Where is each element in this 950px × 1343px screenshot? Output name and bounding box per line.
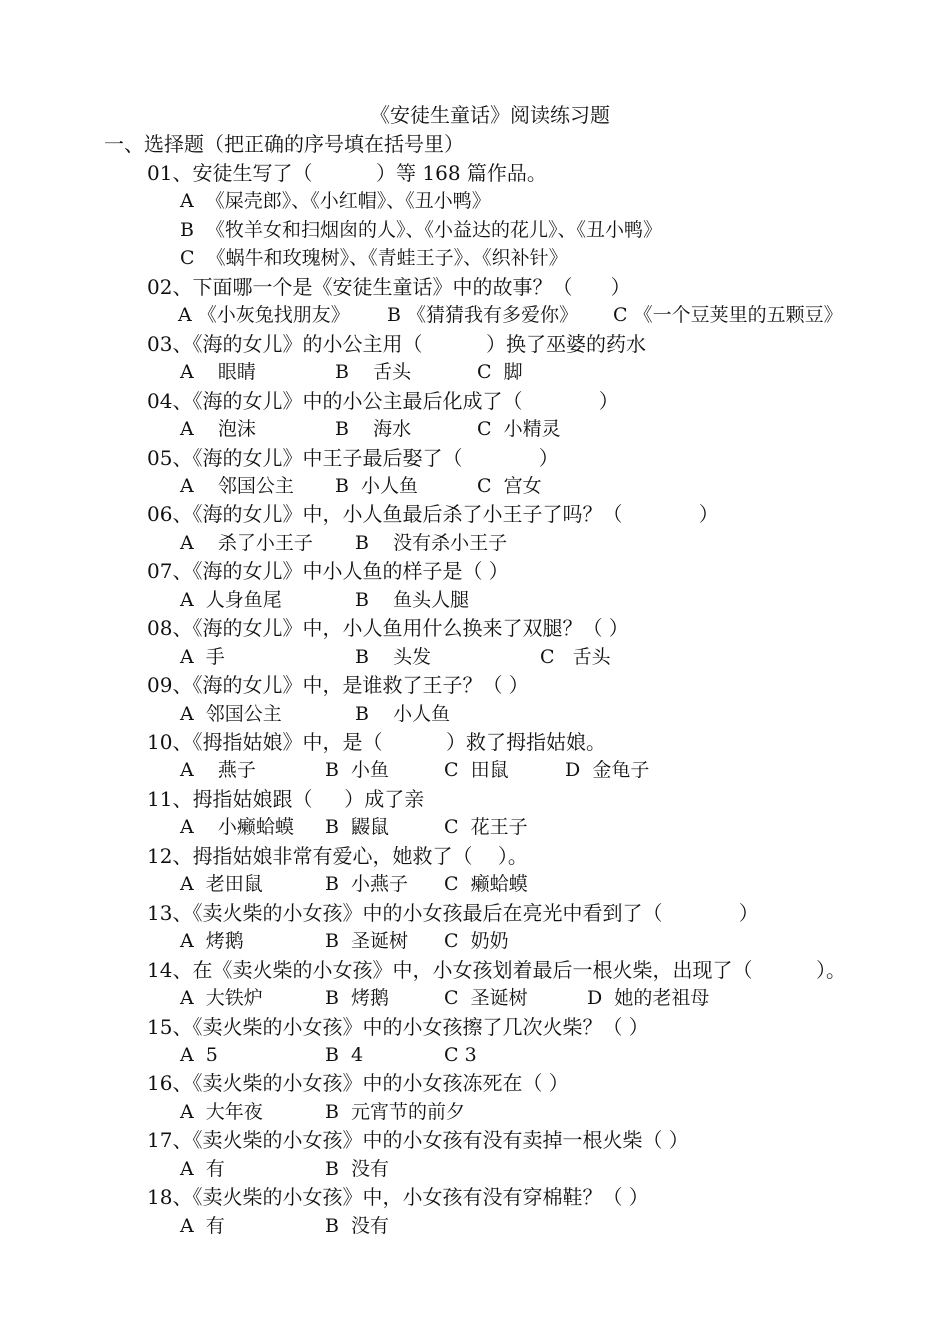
question-04: 04、《海的女儿》中的小公主最后化成了（ ） [147, 388, 619, 413]
option-02-a: A 《小灰兔找朋友》 [178, 304, 350, 327]
option-06-b: B 没有杀小王子 [355, 531, 508, 554]
option-18-b: B 没有 [325, 1214, 390, 1237]
question-17: 17、《卖火柴的小女孩》中的小女孩有没有卖掉一根火柴（ ） [147, 1128, 689, 1153]
question-15: 15、《卖火柴的小女孩》中的小女孩擦了几次火柴？（ ） [147, 1014, 649, 1039]
option-16-b: B 元宵节的前夕 [325, 1100, 466, 1123]
option-08-b: B 头发 [355, 645, 432, 668]
option-12-c: C 癞蛤蟆 [444, 873, 528, 896]
option-04-c: C 小精灵 [477, 418, 561, 441]
option-10-b: B 小鱼 [325, 759, 390, 782]
option-02-b: B 《猜猜我有多爱你》 [387, 304, 579, 327]
option-07-a: A 人身鱼尾 [180, 588, 282, 611]
question-11: 11、拇指姑娘跟（ ）成了亲 [147, 786, 425, 811]
option-17-b: B 没有 [325, 1157, 390, 1180]
question-16: 16、《卖火柴的小女孩》中的小女孩冻死在（ ） [147, 1071, 569, 1096]
option-18-a: A 有 [180, 1214, 225, 1237]
option-03-a: A 眼睛 [180, 361, 256, 384]
option-08-a: A 手 [180, 645, 225, 668]
page-title: 《安徒生童话》阅读练习题 [370, 103, 610, 127]
option-03-b: B 舌头 [335, 361, 412, 384]
option-05-a: A 邻国公主 [180, 474, 294, 497]
option-14-a: A 大铁炉 [180, 987, 263, 1010]
option-14-b: B 烤鹅 [325, 987, 390, 1010]
option-14-c: C 圣诞树 [444, 987, 528, 1010]
option-04-a: A 泡沫 [180, 418, 256, 441]
option-10-c: C 田鼠 [444, 759, 509, 782]
option-01-a: A 《屎壳郎》、《小红帽》、《丑小鸭》 [180, 190, 491, 213]
question-05: 05、《海的女儿》中王子最后娶了（ ） [147, 445, 559, 470]
option-01-b: B 《牧羊女和扫烟囱的人》、《小益达的花儿》、《丑小鸭》 [180, 218, 663, 241]
option-12-a: A 老田鼠 [180, 873, 263, 896]
option-09-a: A 邻国公主 [180, 702, 282, 725]
option-03-c: C 脚 [477, 361, 523, 384]
option-07-b: B 鱼头人腿 [355, 588, 470, 611]
question-12: 12、拇指姑娘非常有爱心，她救了（ ）。 [147, 843, 528, 868]
option-16-a: A 大年夜 [180, 1100, 263, 1123]
question-07: 07、《海的女儿》中小人鱼的样子是（ ） [147, 559, 509, 584]
option-10-a: A 燕子 [180, 759, 256, 782]
option-15-a: A 5 [180, 1043, 218, 1066]
question-06: 06、《海的女儿》中，小人鱼最后杀了小王子了吗？（ ） [147, 502, 719, 527]
question-09: 09、《海的女儿》中，是谁救了王子？（ ） [147, 673, 529, 698]
option-01-c: C 《蜗牛和玫瑰树》、《青蛙王子》、《织补针》 [180, 247, 568, 270]
option-17-a: A 有 [180, 1157, 225, 1180]
question-14: 14、在《卖火柴的小女孩》中，小女孩划着最后一根火柴，出现了（ ）。 [147, 957, 847, 982]
option-04-b: B 海水 [335, 418, 412, 441]
question-13: 13、《卖火柴的小女孩》中的小女孩最后在亮光中看到了（ ） [147, 900, 759, 925]
option-10-d: D 金龟子 [565, 759, 650, 782]
option-05-b: B 小人鱼 [335, 474, 419, 497]
option-09-b: B 小人鱼 [355, 702, 451, 725]
option-13-b: B 圣诞树 [325, 930, 409, 953]
section-heading: 一、选择题（把正确的序号填在括号里） [104, 132, 464, 156]
option-11-b: B 鼹鼠 [325, 816, 390, 839]
option-15-c: C 3 [444, 1043, 477, 1066]
question-08: 08、《海的女儿》中，小人鱼用什么换来了双腿？（ ） [147, 616, 629, 641]
option-06-a: A 杀了小王子 [180, 531, 313, 554]
question-01: 01、安徒生写了（ ）等 168 篇作品。 [147, 161, 547, 185]
question-18: 18、《卖火柴的小女孩》中，小女孩有没有穿棉鞋？（ ） [147, 1185, 649, 1210]
option-05-c: C 宫女 [477, 474, 542, 497]
option-13-c: C 奶奶 [444, 930, 509, 953]
question-10: 10、《拇指姑娘》中，是（ ）救了拇指姑娘。 [147, 730, 607, 754]
option-02-c: C 《一个豆荚里的五颗豆》 [613, 304, 843, 327]
option-11-c: C 花王子 [444, 816, 528, 839]
option-15-b: B 4 [325, 1043, 364, 1066]
option-14-d: D 她的老祖母 [587, 987, 710, 1010]
option-08-c: C 舌头 [540, 645, 611, 668]
question-03: 03、《海的女儿》的小公主用（ ）换了巫婆的药水 [147, 331, 647, 356]
option-11-a: A 小癞蛤蟆 [180, 816, 294, 839]
option-13-a: A 烤鹅 [180, 930, 244, 953]
question-02: 02、下面哪一个是《安徒生童话》中的故事？（ ） [147, 274, 631, 299]
option-12-b: B 小燕子 [325, 873, 409, 896]
